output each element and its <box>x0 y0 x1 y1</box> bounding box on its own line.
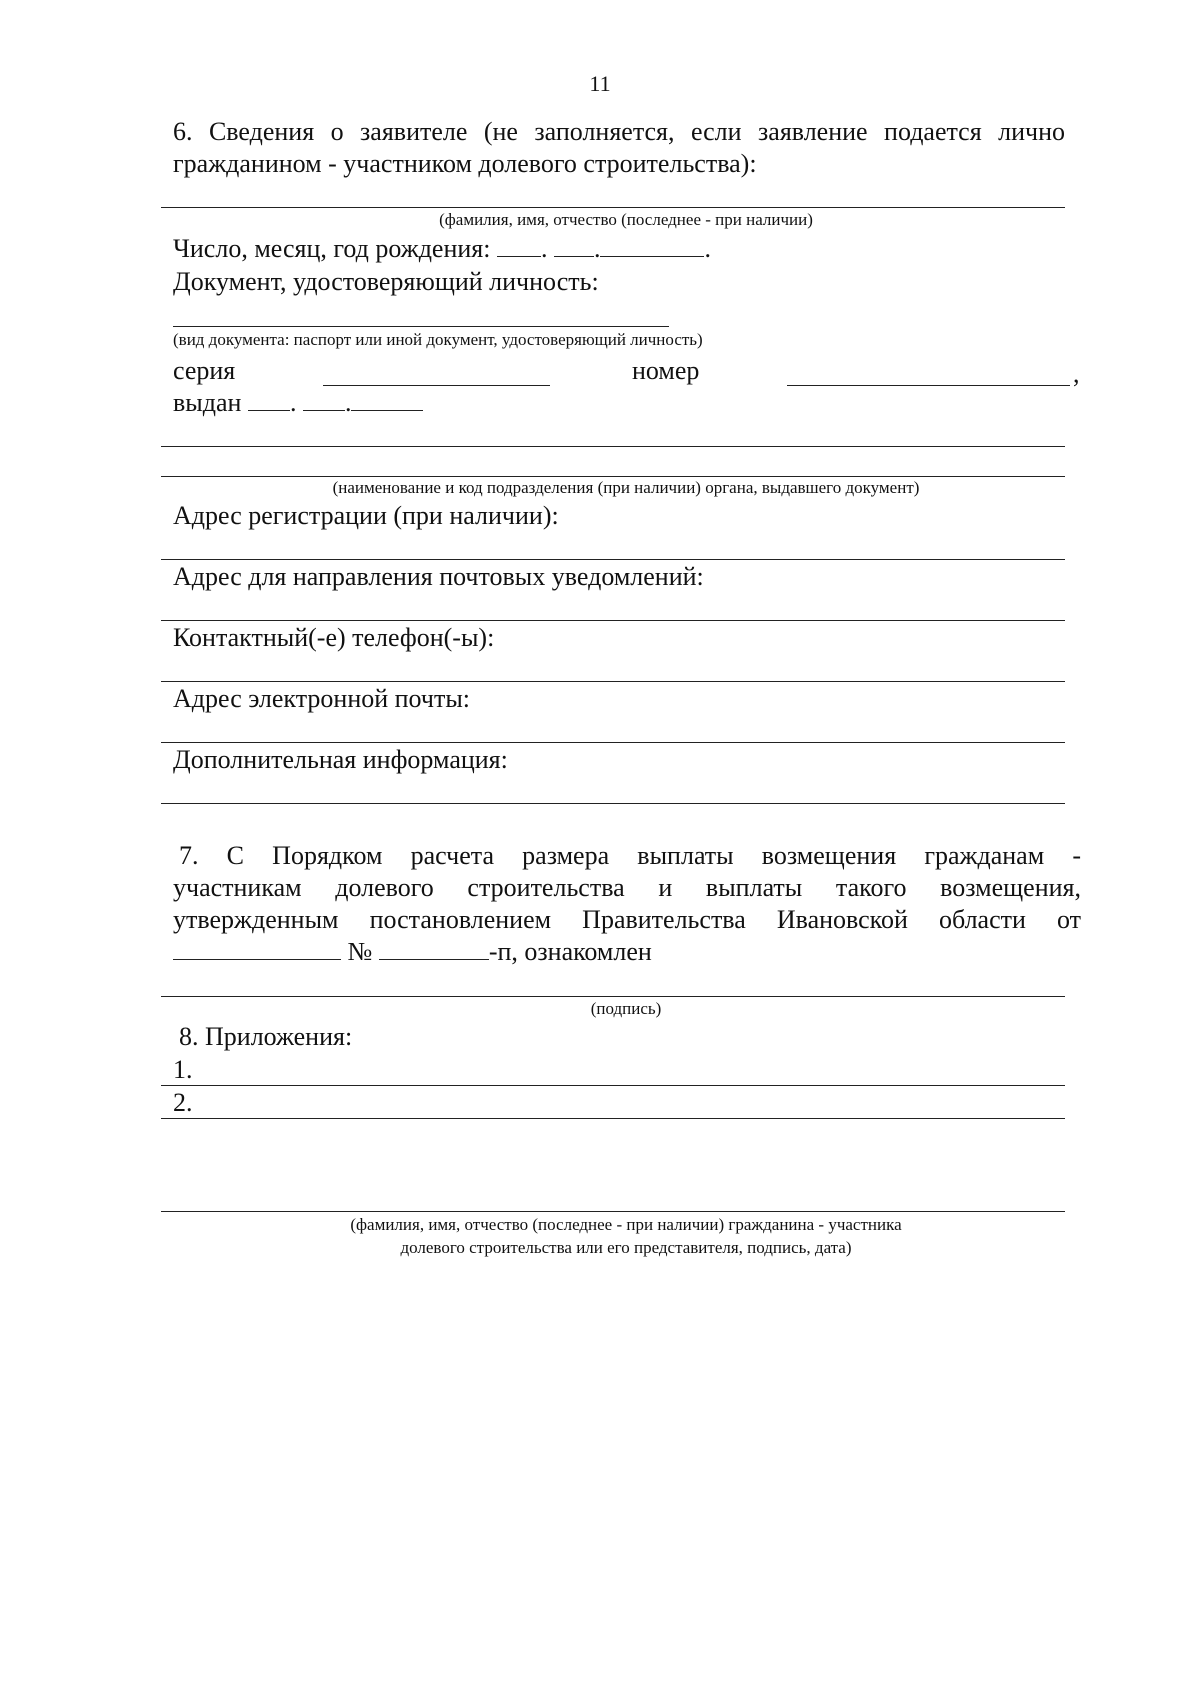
issued-month-field[interactable] <box>303 388 345 411</box>
signature-field-line[interactable] <box>161 996 1065 997</box>
issuer-caption: (наименование и код подразделения (при наличии) органа, выдавшего документ) <box>332 478 920 497</box>
signature-caption: (подпись) <box>590 999 662 1018</box>
final-caption-line2: долевого строительства или его представителя, подпись, дата) <box>400 1238 852 1257</box>
reg-address-field-line[interactable] <box>161 559 1065 560</box>
reg-address-label: Адрес регистрации (при наличии): <box>173 501 559 530</box>
doc-type-field-line[interactable] <box>173 326 669 327</box>
series-label: серия <box>173 356 236 385</box>
section7-line2: участникам долевого строительства и выплаты такого возмещения, <box>173 873 1081 902</box>
acknowledged-suffix: -п, ознакомлен <box>488 937 652 966</box>
final-signature-line[interactable] <box>161 1211 1065 1212</box>
series-field-line[interactable] <box>323 385 550 386</box>
doc-type-caption: (вид документа: паспорт или иной документ, удостоверяющий личность) <box>173 330 703 349</box>
postal-address-field-line[interactable] <box>161 620 1065 621</box>
email-label: Адрес электронной почты: <box>173 684 471 713</box>
birth-date-row: Число, месяц, год рождения: . . . <box>173 234 711 263</box>
attachment-item-1-line[interactable] <box>161 1085 1065 1086</box>
birth-date-label: Число, месяц, год рождения: <box>173 234 491 263</box>
issued-day-field[interactable] <box>248 388 290 411</box>
birth-month-field[interactable] <box>554 234 594 257</box>
issued-row: выдан . . <box>173 387 423 419</box>
email-field-line[interactable] <box>161 742 1065 743</box>
issuer-field-line-2[interactable] <box>161 476 1065 477</box>
phone-label: Контактный(-е) телефон(-ы): <box>173 623 495 652</box>
section7-line4 <box>173 936 652 968</box>
number-sign: № <box>347 937 373 966</box>
resolution-date-field[interactable] <box>173 937 341 960</box>
final-caption-line1: (фамилия, имя, отчество (последнее - при наличии) гражданина - участника <box>350 1215 902 1234</box>
issuer-field-line-1[interactable] <box>161 446 1065 447</box>
section7-line1: 7. С Порядком расчета размера выплаты возмещения гражданам - <box>179 841 1081 870</box>
number-field-line[interactable] <box>787 385 1070 386</box>
extra-info-field-line[interactable] <box>161 803 1065 804</box>
section7-line3: утвержденным постановлением Правительства Ивановской области от <box>173 905 1081 934</box>
extra-info-label: Дополнительная информация: <box>173 745 508 774</box>
attachment-item-2-line[interactable] <box>161 1118 1065 1119</box>
attachment-item-1-number: 1. <box>173 1055 193 1084</box>
resolution-number-field[interactable] <box>379 937 489 960</box>
issued-label: выдан <box>173 388 242 417</box>
number-label: номер <box>632 356 700 385</box>
postal-address-label: Адрес для направления почтовых уведомлений: <box>173 562 704 591</box>
number-comma: , <box>1073 359 1080 388</box>
birth-year-field[interactable] <box>600 234 704 257</box>
fio-caption: (фамилия, имя, отчество (последнее - при наличии) <box>439 210 813 229</box>
attachment-item-2-number: 2. <box>173 1088 193 1117</box>
issued-year-field[interactable] <box>351 388 423 411</box>
birth-day-field[interactable] <box>497 234 541 257</box>
section8-heading: 8. Приложения: <box>179 1022 353 1051</box>
phone-field-line[interactable] <box>161 681 1065 682</box>
page-number: 11 <box>589 71 611 96</box>
section6-heading-line2: гражданином - участником долевого строительства): <box>173 149 757 178</box>
id-document-label: Документ, удостоверяющий личность: <box>173 267 599 296</box>
section6-heading-line1: 6. Сведения о заявителе (не заполняется, если заявление подается лично <box>173 117 1065 146</box>
fio-field-line[interactable] <box>161 207 1065 208</box>
